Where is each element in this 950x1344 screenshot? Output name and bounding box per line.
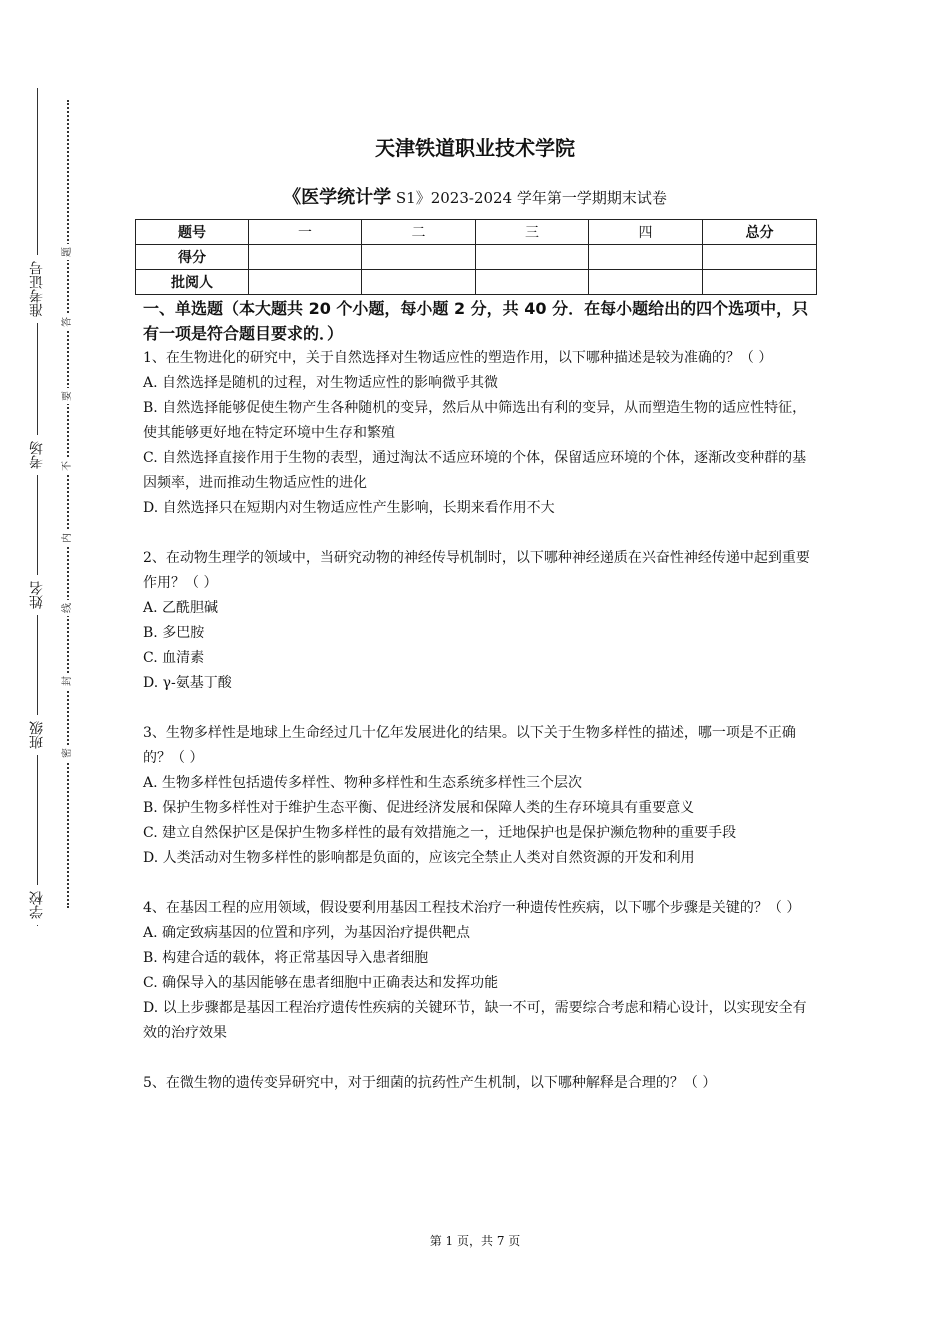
score-row-label: 得分: [136, 245, 249, 270]
dotted-char: 内: [60, 530, 76, 546]
score-header-cell: 总分: [703, 220, 817, 245]
score-cell: [476, 245, 589, 270]
question-option: C. 确保导入的基因能够在患者细胞中正确表达和发挥功能: [143, 975, 499, 991]
question-option: A. 乙酰胆碱: [143, 600, 219, 616]
question-option: D. γ-氨基丁酸: [143, 675, 232, 691]
question-option: B. 构建合适的载体，将正常基因导入患者细胞: [143, 950, 429, 966]
dotted-char: 密: [60, 745, 76, 761]
school-title: 天津铁道职业技术学院: [375, 136, 575, 160]
score-header-cell: 三: [476, 220, 589, 245]
exam-title: [0, 183, 950, 209]
score-row: [136, 245, 817, 270]
question-option: B. 自然选择能够促使生物产生各种随机的变异，然后从中筛选出有利的变异，从而塑造生物的适应性特征，使其能够更好地在特定环境中生存和繁殖: [143, 400, 807, 441]
reviewer-row: [136, 270, 817, 295]
score-row-label: 批阅人: [136, 270, 249, 295]
dotted-char: 题: [60, 244, 76, 260]
question-stem: 1、在生物进化的研究中，关于自然选择对生物适应性的塑造作用，以下哪种描述是较为准确的？（ ）: [143, 350, 773, 366]
question-3: [143, 721, 810, 871]
question-option: C. 自然选择直接作用于生物的表型，通过淘汰不适应环境的个体，保留适应环境的个体，逐渐改变种群的基因频率，进而推动生物适应性的进化: [143, 450, 807, 491]
score-cell: [589, 245, 703, 270]
score-cell: [249, 245, 362, 270]
exam-term: S1》2023-2024 学年第一学期期末试卷: [391, 189, 667, 207]
score-header-cell: 四: [589, 220, 703, 245]
page-footer: 第 1 页，共 7 页: [429, 1234, 521, 1248]
label-exam-room: 考场: [22, 435, 52, 475]
question-stem: 4、在基因工程的应用领域，假设要利用基因工程技术治疗一种遗传性疾病，以下哪个步骤是关键的？（ ）: [143, 900, 801, 916]
score-cell: [703, 245, 817, 270]
question-option: D. 以上步骤都是基因工程治疗遗传性疾病的关键环节，缺一不可，需要综合考虑和精心设计，以实现安全有效的治疗效果: [143, 1000, 807, 1041]
question-stem: 3、生物多样性是地球上生命经过几十亿年发展进化的结果。以下关于生物多样性的描述，哪一项是不正确的？（ ）: [143, 725, 796, 766]
score-table: [135, 219, 817, 295]
score-cell: [703, 270, 817, 295]
dotted-char: 封: [60, 673, 76, 689]
dotted-char: 不: [60, 458, 76, 474]
label-name: 姓名: [22, 575, 52, 615]
dotted-char: 线: [60, 600, 76, 616]
score-header-cell: 一: [249, 220, 362, 245]
label-class: 班级: [22, 715, 52, 755]
question-stem: 2、在动物生理学的领域中，当研究动物的神经传导机制时，以下哪种神经递质在兴奋性神经传递中起到重要作用？（ ）: [143, 550, 810, 591]
question-4: [143, 896, 810, 1046]
score-cell: [362, 270, 476, 295]
score-header-row: [136, 220, 817, 245]
question-list: [143, 346, 810, 1096]
binding-solid-line: [37, 88, 38, 926]
question-option: C. 建立自然保护区是保护生物多样性的最有效措施之一，迁地保护也是保护濒危物种的重要手段: [143, 825, 737, 841]
question-option: D. 人类活动对生物多样性的影响都是负面的，应该完全禁止人类对自然资源的开发和利用: [143, 850, 695, 866]
course-name: 《医学统计学: [283, 187, 392, 208]
question-1: [143, 346, 810, 521]
label-exam-number: 准考证号: [22, 255, 52, 323]
question-5: [143, 1071, 810, 1096]
question-option: C. 血清素: [143, 650, 205, 666]
score-header-cell: 题号: [136, 220, 249, 245]
score-cell: [476, 270, 589, 295]
score-cell: [249, 270, 362, 295]
question-option: B. 多巴胺: [143, 625, 205, 641]
exam-content: [143, 296, 810, 1096]
dotted-char: 要: [60, 388, 76, 404]
question-option: A. 生物多样性包括遗传多样性、物种多样性和生态系统多样性三个层次: [143, 775, 583, 791]
question-option: B. 保护生物多样性对于维护生态平衡、促进经济发展和保障人类的生存环境具有重要意义: [143, 800, 695, 816]
score-cell: [589, 270, 703, 295]
question-option: D. 自然选择只在短期内对生物适应性产生影响，长期来看作用不大: [143, 500, 555, 516]
section-title: 一、单选题（本大题共 20 个小题，每小题 2 分，共 40 分．在每小题给出的四个选项中，只有一项是符合题目要求的．）: [143, 299, 809, 343]
label-school: 学校: [22, 885, 52, 925]
score-header-cell: 二: [362, 220, 476, 245]
dotted-char: 答: [60, 314, 76, 330]
question-option: A. 自然选择是随机的过程，对生物适应性的影响微乎其微: [143, 375, 499, 391]
question-stem: 5、在微生物的遗传变异研究中，对于细菌的抗药性产生机制，以下哪种解释是合理的？（ ）: [143, 1075, 717, 1091]
question-option: A. 确定致病基因的位置和序列，为基因治疗提供靶点: [143, 925, 471, 941]
binding-dotted-line: [67, 100, 69, 908]
score-cell: [362, 245, 476, 270]
question-2: [143, 546, 810, 696]
